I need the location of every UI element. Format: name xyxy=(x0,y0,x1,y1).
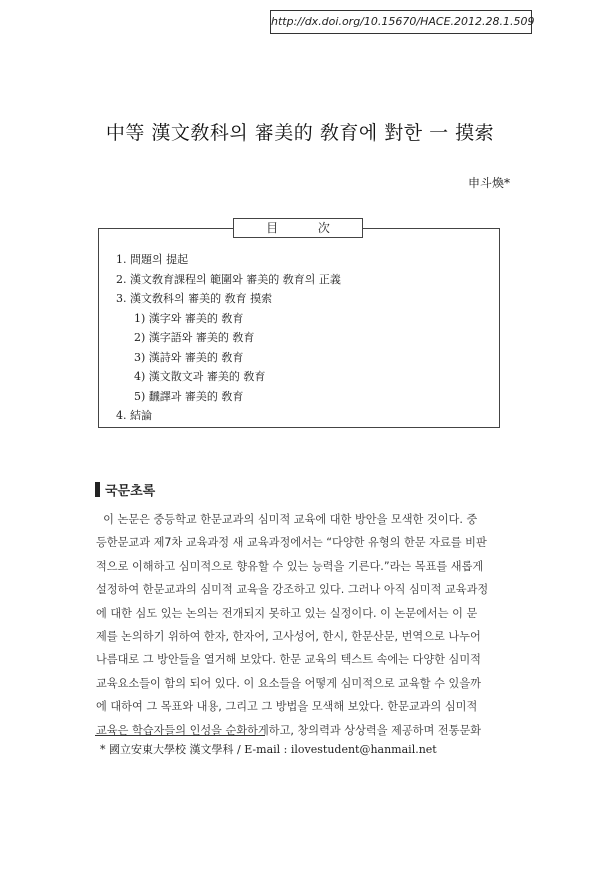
toc-list xyxy=(116,250,486,426)
abstract-line: 에 대하여 그 목표와 내용, 그리고 그 방법을 모색해 보았다. 한문교과의 심미적 xyxy=(96,700,478,714)
doi-link[interactable]: http://dx.doi.org/10.15670/HACE.2012.28.1.509 xyxy=(270,10,532,34)
toc-item: 4. 結論 xyxy=(116,409,152,422)
toc-item: 1. 問題의 提起 xyxy=(116,253,189,266)
toc-subitem: 2) 漢字語와 審美的 敎育 xyxy=(134,331,255,344)
abstract-line: 등한문교과 제7차 교육과정 새 교육과정에서는 “다양한 유형의 한문 자료를 비판 xyxy=(96,536,487,550)
toc-subitem: 4) 漢文散文과 審美的 敎育 xyxy=(134,370,266,383)
footnote-divider xyxy=(95,735,265,736)
abstract-heading-label: 국문초록 xyxy=(105,483,156,499)
abstract-line: 에 대한 심도 있는 논의는 전개되지 못하고 있는 실정이다. 이 논문에서는 이 문 xyxy=(96,606,478,620)
abstract-heading xyxy=(95,480,155,498)
author-name: 申斗煥* xyxy=(467,176,510,190)
abstract-body xyxy=(96,508,506,742)
abstract-line: 적으로 이해하고 심미적으로 향유할 수 있는 능력을 기른다.”라는 목표를 새롭게 xyxy=(96,559,484,573)
toc-subitem: 3) 漢詩와 審美的 敎育 xyxy=(134,350,244,364)
paper-title: 中等 漢文敎科의 審美的 敎育에 對한 一 摸索 xyxy=(105,122,495,144)
author-footnote: * 國立安東大學校 漢文學科 / E-mail : ilovestudent@hanmail.net xyxy=(100,743,437,756)
abstract-line: 제를 논의하기 위하여 한자, 한자어, 고사성어, 한시, 한문산문, 번역으로 나누어 xyxy=(96,630,481,644)
toc-item: 3. 漢文敎科의 審美的 敎育 摸索 xyxy=(116,292,273,305)
toc-heading: 目 次 xyxy=(233,218,363,238)
abstract-line: 설정하여 한문교과의 심미적 교육을 강조하고 있다. 그러나 아직 심미적 교육과정 xyxy=(96,583,489,597)
abstract-line: 나름대로 그 방안들을 열거해 보았다. 한문 교육의 텍스트 속에는 다양한 심미적 xyxy=(96,653,481,667)
toc-item: 2. 漢文敎育課程의 範圍와 審美的 敎育의 正義 xyxy=(116,272,341,286)
toc-subitem: 5) 飜譯과 審美的 敎育 xyxy=(134,389,244,403)
abstract-line: 교육은 학습자들의 인성을 순화하게하고, 창의력과 상상력을 제공하며 전통문화 xyxy=(96,723,482,737)
heading-bar-icon xyxy=(95,482,100,497)
toc-subitem: 1) 漢字와 審美的 敎育 xyxy=(134,311,244,325)
abstract-line: 교육요소들이 함의 되어 있다. 이 요소들을 어떻게 심미적으로 교육할 수 있을까 xyxy=(96,676,481,690)
abstract-line: 이 논문은 중등학교 한문교과의 심미적 교육에 대한 방안을 모색한 것이다. 중 xyxy=(96,513,478,526)
